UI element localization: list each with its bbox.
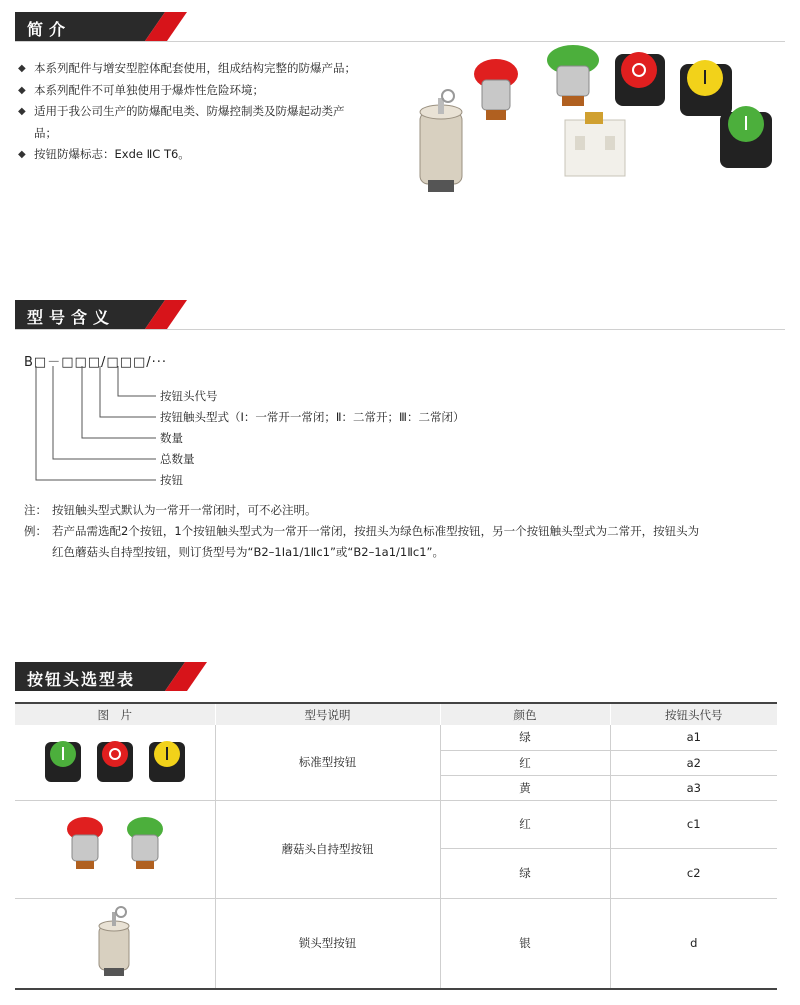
selection-table [15,702,777,990]
color-cell: 绿 [440,848,610,898]
example-row: 例： 若产品需选配2个按钮，1个按钮触头型式为一常开一常闭，按扭头为绿色标准型按钮，另一个按钮触头型式为二常开，按钮头为 红色蘑菇头自持型按钮，则订货型号为“B2–1Ⅰa1/1Ⅱc1”或“B2–1a1/1Ⅱc1”。 [24,524,700,559]
product-photo [410,40,790,200]
lock-button-image [85,904,145,979]
diamond-bullet-icon: ◆ [18,106,26,117]
color-cell: 银 [440,898,610,989]
intro-bullet-list [18,58,363,166]
desc-cell: 标准型按钮 [215,725,440,800]
diamond-bullet-icon: ◆ [18,63,26,74]
desc-cell: 蘑菇头自持型按钮 [215,800,440,898]
col-header-color: 颜色 [440,703,610,725]
table-row [15,800,777,848]
section-header-model [15,300,185,329]
code-cell: a2 [610,750,777,775]
color-cell: 红 [440,800,610,848]
tree-label-button: 按钮 [160,473,183,487]
tree-label-contact-type: 按钮触头型式（Ⅰ：一常开一常闭；Ⅱ：二常开；Ⅲ：二常闭） [160,410,465,424]
section-divider [15,329,785,330]
list-item: ◆ 本系列配件与增安型腔体配套使用，组成结构完整的防爆产品； [18,58,363,80]
color-cell: 绿 [440,725,610,750]
image-cell-lock [15,898,215,989]
color-cell: 红 [440,750,610,775]
section-header-selection [15,662,185,691]
red-mushroom-image [474,59,518,120]
code-cell: d [610,898,777,989]
col-header-image: 图 片 [15,703,215,725]
color-cell: 黄 [440,775,610,800]
code-cell: c1 [610,800,777,848]
code-cell: a1 [610,725,777,750]
mushroom-buttons-image [55,813,175,883]
section-header-intro [15,12,185,41]
list-item: ◆ 适用于我公司生产的防爆配电类、防爆控制类及防爆起动类产品； [18,101,363,144]
code-cell: a3 [610,775,777,800]
list-item: ◆ 本系列配件不可单独使用于爆炸性危险环境； [18,80,363,102]
section-title-model: 型号含义 [27,308,116,327]
section-title-intro: 简介 [27,20,72,39]
green-mushroom-image [547,45,599,106]
table-row [15,898,777,989]
model-code-tree [24,366,544,491]
tree-lines [24,366,164,491]
table-row [15,725,777,750]
col-header-desc: 型号说明 [215,703,440,725]
red-flat-button-image [615,52,665,106]
diamond-bullet-icon: ◆ [18,84,26,96]
notes-block [24,500,784,563]
lock-button-image [420,90,462,192]
model-code-pattern: B□－□□□/□□□/··· [24,355,168,370]
diamond-bullet-icon: ◆ [18,149,26,160]
list-item: ◆ 按钮防爆标志：Exde ⅡC T6。 [18,144,363,166]
code-cell: c2 [610,848,777,898]
tree-label-total-quantity: 总数量 [160,452,195,466]
col-header-code: 按钮头代号 [610,703,777,725]
tree-label-head-code: 按钮头代号 [160,389,218,403]
section-title-selection: 按钮头选型表 [27,670,136,689]
table-header-row [15,703,777,725]
terminal-block-image [565,112,625,176]
standard-buttons-image [40,736,190,786]
tree-label-quantity: 数量 [160,431,183,445]
yellow-flat-button-image [680,60,732,116]
note-row: 注： 按钮触头型式默认为一常开一常闭时，可不必注明。 [24,503,317,517]
desc-cell: 锁头型按钮 [215,898,440,989]
image-cell-standard [15,725,215,800]
green-flat-button-image [720,106,772,168]
image-cell-mushroom [15,800,215,898]
